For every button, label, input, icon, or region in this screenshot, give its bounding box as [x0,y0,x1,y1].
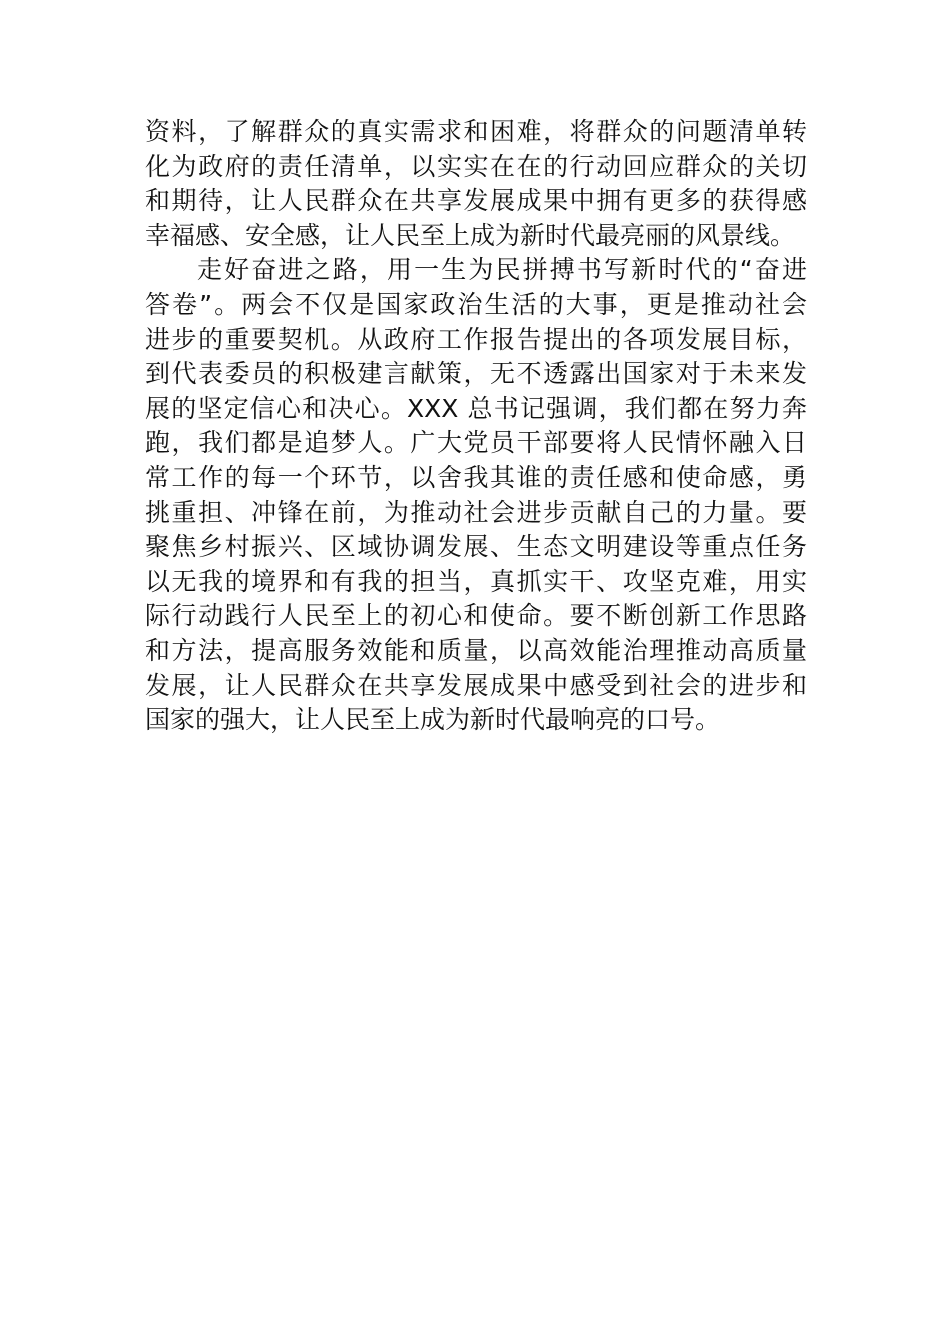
text-line: 走好奋进之路，用一生为民拼搏书写新时代的“奋进 [197,255,807,285]
paragraph-2 [145,253,807,737]
text-line: 发展，让人民群众在共享发展成果中感受到社会的进步和 [145,670,807,700]
text-line: 际行动践行人民至上的初心和使命。要不断创新工作思路 [145,601,807,631]
text-line: 和方法，提高服务效能和质量，以高效能治理推动高质量 [145,635,807,665]
text-line: 常工作的每一个环节，以舍我其谁的责任感和使命感，勇 [145,462,807,492]
body-text [145,115,807,738]
paragraph-1 [145,115,807,253]
text-line: 聚焦乡村振兴、区域协调发展、生态文明建设等重点任务 [145,532,807,562]
text-line: 答卷”。两会不仅是国家政治生活的大事，更是推动社会 [145,289,807,319]
text-line: 到代表委员的积极建言献策，无不透露出国家对于未来发 [145,359,807,389]
text-line: 化为政府的责任清单，以实实在在的行动回应群众的关切 [145,151,807,181]
text-line: 幸福感、安全感，让人民至上成为新时代最亮丽的风景线。 [145,220,796,250]
text-line: 挑重担、冲锋在前，为推动社会进步贡献自己的力量。要 [145,497,807,527]
text-line: 和期待，让人民群众在共享发展成果中拥有更多的获得感 [145,186,807,216]
text-line: 跑，我们都是追梦人。广大党员干部要将人民情怀融入日 [145,428,807,458]
text-line: 国家的强大，让人民至上成为新时代最响亮的口号。 [145,705,721,735]
text-line: 进步的重要契机。从政府工作报告提出的各项发展目标， [145,324,807,354]
text-line: 资料，了解群众的真实需求和困难，将群众的问题清单转 [145,117,807,146]
text-line: 展的坚定信心和决心。XXX 总书记强调，我们都在努力奔 [145,393,807,423]
text-line: 以无我的境界和有我的担当，真抓实干、攻坚克难，用实 [145,566,807,596]
